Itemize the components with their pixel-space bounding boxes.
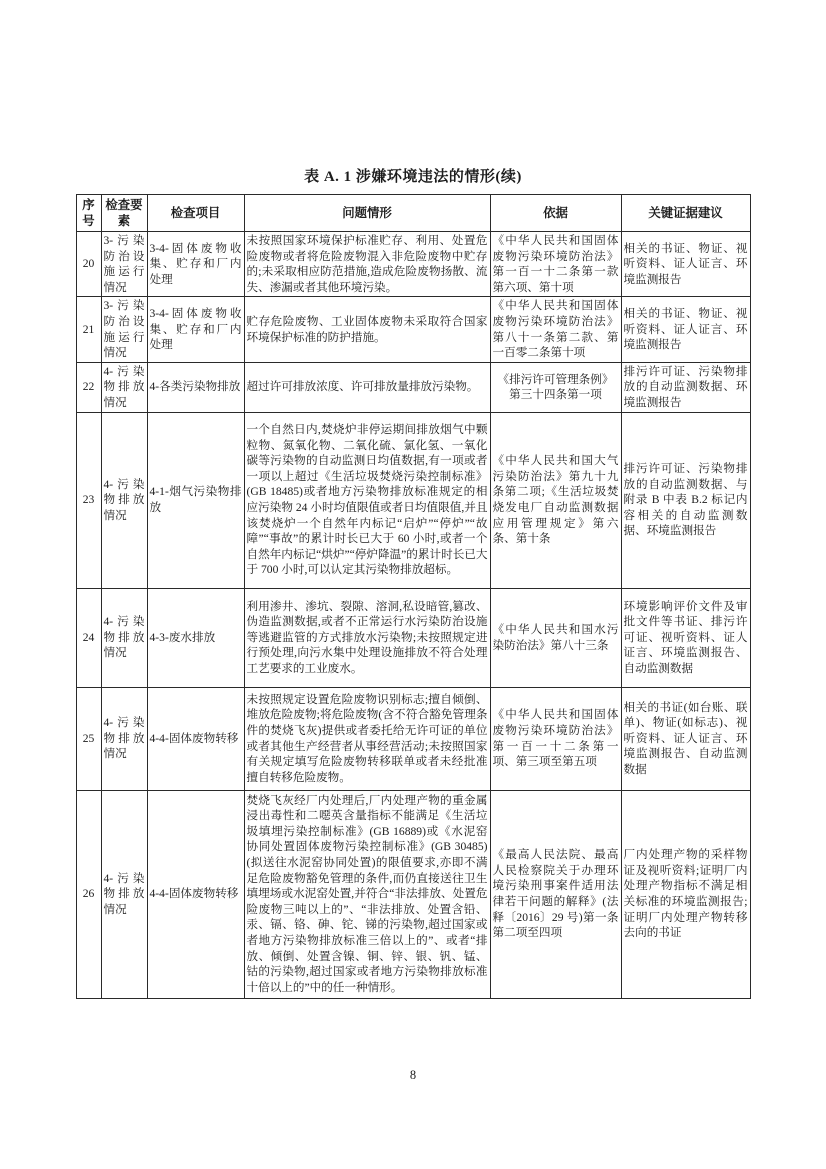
evidence-cell: 环境影响评价文件及审批文件等书证、排污许可证、视听资料、证人证言、环境监测报告、自动监测数据 (621, 588, 750, 687)
basis-cell: 《排污许可管理条例》第三十四条第一项 (490, 362, 621, 412)
header-cell-basis: 依据 (490, 195, 621, 232)
row-number-cell: 22 (76, 362, 101, 412)
problem-cell: 焚烧飞灰经厂内处理后,厂内处理产物的重金属浸出毒性和二噁英含量指标不能满足《生活垃圾填埋污染控制标准》(GB 16889)或《水泥窑协同处置固体废物污染控制标准》(GB 30485)(拟送往水泥窑协同处置)的限值要求,亦即不满足危险废物豁免管理的条件,而仍直接送往卫生填埋场或水泥窑处置,并符合“非法排放、处置危险废物三吨以上的”、“非法排放、处置含铅、汞、镉、铬、砷、铊、锑的污染物,超过国家或者地方污染物排放标准三倍以上的”、或者“排放、倾倒、处置含镍、铜、锌、银、钒、锰、钴的污染物,超过国家或者地方污染物排放标准十倍以上的”中的任一种情形。 (244, 790, 490, 998)
problem-cell: 一个自然日内,焚烧炉非停运期间排放烟气中颗粒物、氮氧化物、二氧化硫、氯化氢、一氧化碳等污染物的自动监测日均值数据,有一项或者一项以上超过《生活垃圾焚烧污染控制标准》(GB 18485)或者地方污染物排放标准规定的相应污染物 24 小时均值限值或者日均值限值,并且该焚烧炉一个自然年内标记“启炉”“停炉”“故障”“事故”的累计时长已大于 60 小时,或者一个自然年内标记“烘炉”“停炉降温”的累计时长已大于 700 小时,可以认定其污染物排放超标。 (244, 412, 490, 588)
element-cell: 4-污染物排放情况 (101, 790, 147, 998)
element-cell: 3-污染防治设施运行情况 (101, 232, 147, 297)
row-number-cell: 26 (76, 790, 101, 998)
basis-cell: 《中华人民共和国水污染防治法》第八十三条 (490, 588, 621, 687)
table-row (76, 362, 750, 412)
basis-cell: 《中华人民共和国固体废物污染环境防治法》第一百一十二条第一项、第三项至第五项 (490, 687, 621, 790)
basis-cell: 《中华人民共和国大气污染防治法》第九十九条第二项;《生活垃圾焚烧发电厂自动监测数据应用管理规定》第六条、第十条 (490, 412, 621, 588)
row-number-cell: 23 (76, 412, 101, 588)
item-cell: 4-4-固体废物转移 (147, 687, 244, 790)
table-row (76, 297, 750, 362)
row-number-cell: 24 (76, 588, 101, 687)
element-cell: 4-污染物排放情况 (101, 362, 147, 412)
evidence-cell: 相关的书证、物证、视听资料、证人证言、环境监测报告 (621, 297, 750, 362)
item-cell: 4-3-废水排放 (147, 588, 244, 687)
evidence-cell: 排污许可证、污染物排放的自动监测数据、与附录 B 中表 B.2 标记内容相关的自动监测数据、环境监测报告 (621, 412, 750, 588)
page-number: 8 (409, 1068, 417, 1082)
header-cell-number: 序号 (76, 195, 101, 232)
problem-cell: 未按照国家环境保护标准贮存、利用、处置危险废物或者将危险废物混入非危险废物中贮存的;未采取相应防范措施,造成危险废物扬散、流失、渗漏或者其他环境污染。 (244, 232, 490, 297)
table-row (76, 687, 750, 790)
evidence-cell: 厂内处理产物的采样物证及视听资料;证明厂内处理产物指标不满足相关标准的环境监测报告;证明厂内处理产物转移去向的书证 (621, 790, 750, 998)
table-row (76, 588, 750, 687)
row-number-cell: 20 (76, 232, 101, 297)
problem-cell: 利用渗井、渗坑、裂隙、溶洞,私设暗管,篡改、伪造监测数据,或者不正常运行水污染防治设施等逃避监管的方式排放水污染物;未按照规定进行预处理,向污水集中处理设施排放不符合处理工艺要求的工业废水。 (244, 588, 490, 687)
header-cell-element: 检查要素 (101, 195, 147, 232)
basis-cell: 《中华人民共和国固体废物污染环境防治法》第八十一条第二款、第一百零二条第十项 (490, 297, 621, 362)
item-cell: 3-4-固体废物收集、贮存和厂内处理 (147, 232, 244, 297)
row-number-cell: 21 (76, 297, 101, 362)
page-title: 表 A. 1 涉嫌环境违法的情形(续) (304, 169, 522, 185)
evidence-cell: 相关的书证、物证、视听资料、证人证言、环境监测报告 (621, 232, 750, 297)
problem-cell: 超过许可排放浓度、许可排放量排放污染物。 (244, 362, 490, 412)
table-header-row (76, 195, 750, 232)
element-cell: 3-污染防治设施运行情况 (101, 297, 147, 362)
basis-cell: 《最高人民法院、最高人民检察院关于办理环境污染刑事案件适用法律若干问题的解释》(法释〔2016〕29 号)第一条第二项至四项 (490, 790, 621, 998)
basis-cell: 《中华人民共和国固体废物污染环境防治法》第一百一十二条第一款第六项、第十项 (490, 232, 621, 297)
table-row (76, 790, 750, 998)
header-cell-item: 检查项目 (147, 195, 244, 232)
table-row (76, 232, 750, 297)
item-cell: 4-1-烟气污染物排放 (147, 412, 244, 588)
evidence-cell: 排污许可证、污染物排放的自动监测数据、环境监测报告 (621, 362, 750, 412)
header-cell-problem: 问题情形 (244, 195, 490, 232)
evidence-cell: 相关的书证(如台账、联单)、物证(如标志)、视听资料、证人证言、环境监测报告、自动监测数据 (621, 687, 750, 790)
element-cell: 4-污染物排放情况 (101, 687, 147, 790)
violations-table (76, 194, 751, 999)
element-cell: 4-污染物排放情况 (101, 412, 147, 588)
item-cell: 4-4-固体废物转移 (147, 790, 244, 998)
table-row (76, 412, 750, 588)
problem-cell: 未按照规定设置危险废物识别标志;擅自倾倒、堆放危险废物;将危险废物(含不符合豁免管理条件的焚烧飞灰)提供或者委托给无许可证的单位或者其他生产经营者从事经营活动;未按照国家有关规定填写危险废物转移联单或者未经批准擅自转移危险废物。 (244, 687, 490, 790)
element-cell: 4-污染物排放情况 (101, 588, 147, 687)
item-cell: 4-各类污染物排放 (147, 362, 244, 412)
row-number-cell: 25 (76, 687, 101, 790)
problem-cell: 贮存危险废物、工业固体废物未采取符合国家环境保护标准的防护措施。 (244, 297, 490, 362)
item-cell: 3-4-固体废物收集、贮存和厂内处理 (147, 297, 244, 362)
header-cell-evidence: 关键证据建议 (621, 195, 750, 232)
